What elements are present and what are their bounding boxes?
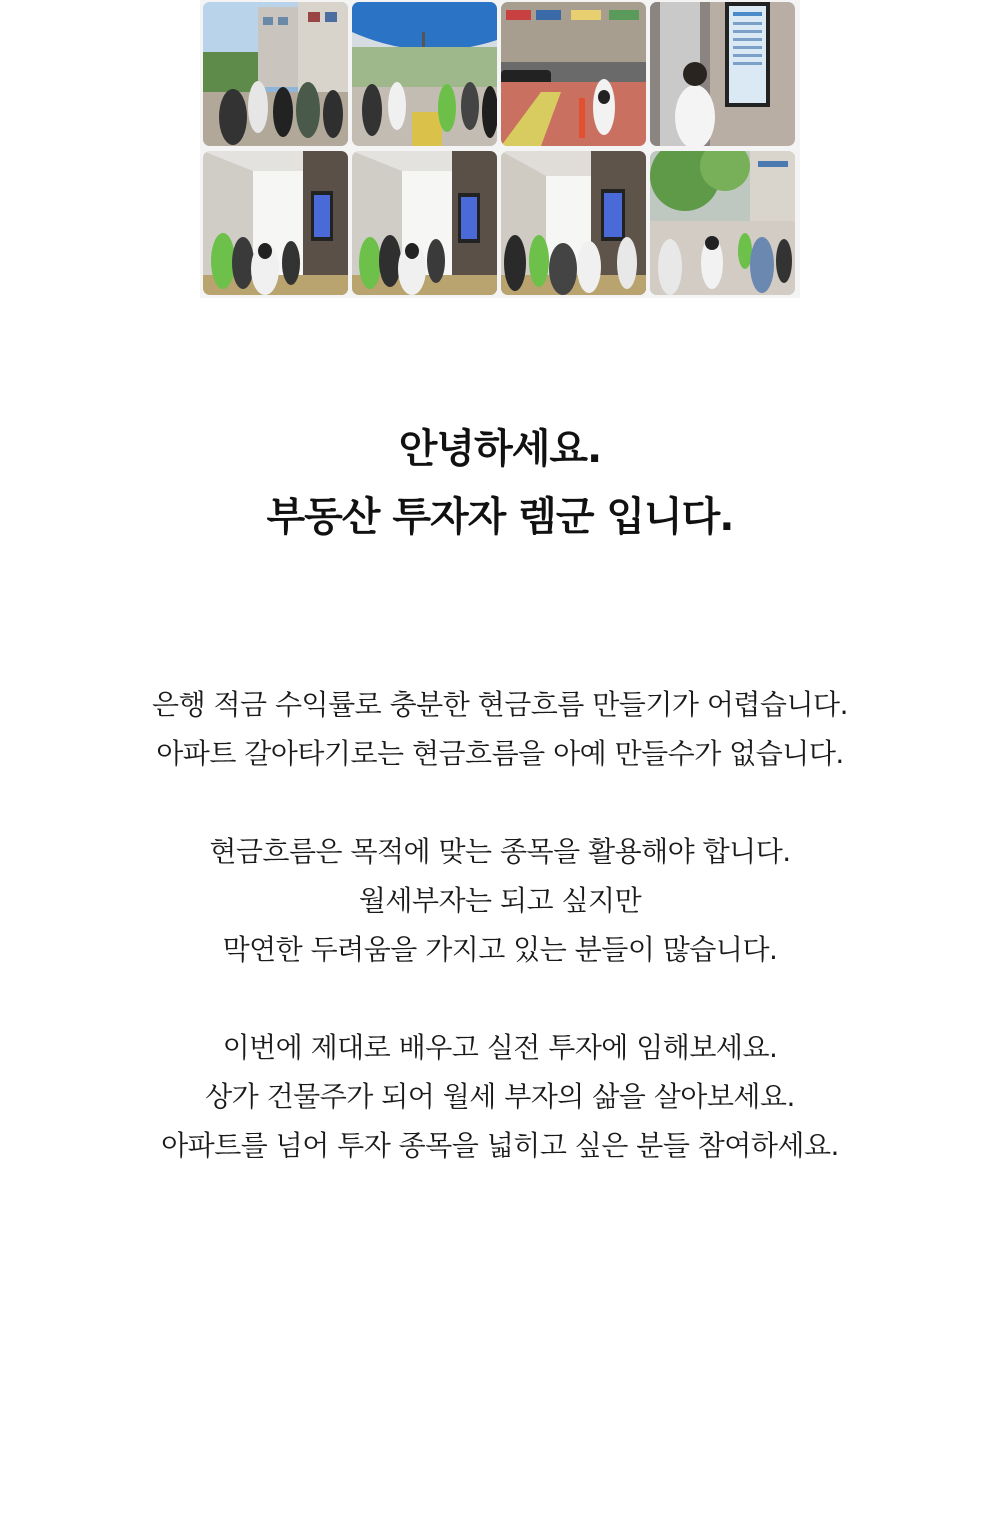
paragraph-line: 은행 적금 수익률로 충분한 현금흐름 만들기가 어렵습니다. <box>152 688 848 721</box>
paragraph-line: 상가 건물주가 되어 월세 부자의 삶을 살아보세요. <box>205 1080 795 1113</box>
photo-directory-board-icon <box>650 2 795 146</box>
intro-body <box>0 680 1000 1219</box>
paragraph-line: 이번에 제대로 배우고 실전 투자에 임해보세요. <box>222 1031 778 1064</box>
paragraph-line: 아파트 갈아타기로는 현금흐름을 아예 만들수가 없습니다. <box>156 737 844 770</box>
photo-street-trees-group-icon <box>650 151 795 295</box>
photo-building-lobby-icon <box>501 151 646 295</box>
paragraph-line: 월세부자는 되고 싶지만 <box>358 884 642 917</box>
photo-street-corner-group-icon <box>203 2 348 146</box>
intro-paragraph <box>0 680 1000 778</box>
intro-paragraph <box>0 827 1000 974</box>
greeting-line: 안녕하세요. <box>398 426 602 472</box>
greeting-line: 부동산 투자자 렘군 입니다. <box>266 494 734 540</box>
paragraph-line: 막연한 두려움을 가지고 있는 분들이 많습니다. <box>222 933 778 966</box>
intro-paragraph <box>0 1023 1000 1170</box>
photo-building-lobby-icon <box>203 151 348 295</box>
paragraph-line: 아파트를 넘어 투자 종목을 넓히고 싶은 분들 참여하세요. <box>161 1129 839 1162</box>
photo-shopping-street-icon <box>501 2 646 146</box>
photo-umbrella-sidewalk-group-icon <box>352 2 497 146</box>
paragraph-line: 현금흐름은 목적에 맞는 종목을 활용해야 합니다. <box>209 835 791 868</box>
photo-building-lobby-icon <box>352 151 497 295</box>
photo-gallery <box>200 0 800 298</box>
greeting-heading <box>0 415 1000 551</box>
